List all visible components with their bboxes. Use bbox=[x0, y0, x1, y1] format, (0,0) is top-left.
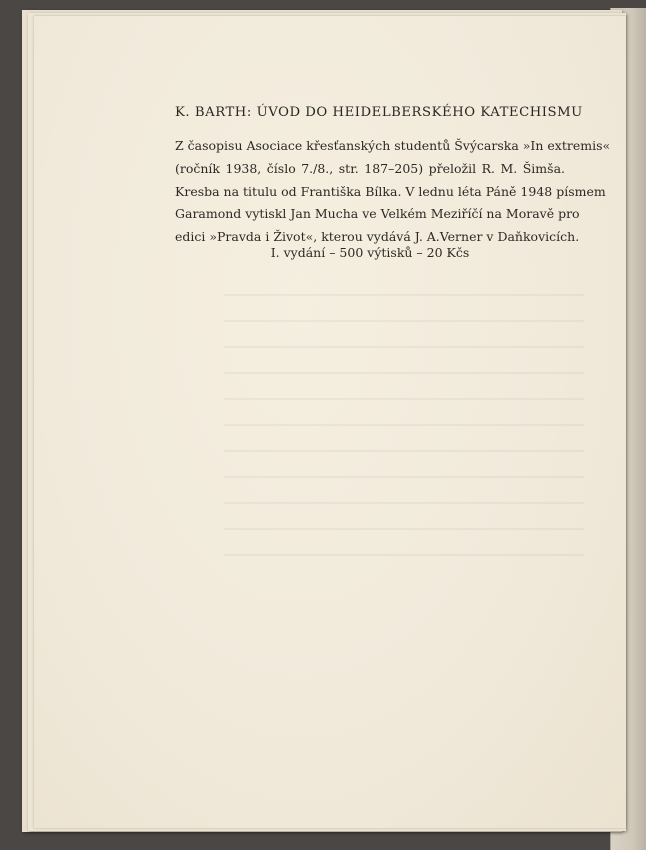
colophon-line: edici »Pravda i Život«, kterou vydává J. A.Verner v Daňkovicích. bbox=[175, 229, 580, 244]
colophon-line: Kresba na titulu od Františka Bílka. V lednu léta Páně 1948 písmem bbox=[175, 184, 606, 199]
show-through-text bbox=[224, 278, 584, 568]
book-title: K. BARTH: ÚVOD DO HEIDELBERSKÉHO KATECHISMU bbox=[175, 105, 583, 120]
colophon-line: (ročník 1938, číslo 7./8., str. 187–205) přeložil R. M. Šimša. bbox=[175, 161, 565, 176]
edition-info: I. vydání – 500 výtisků – 20 Kčs bbox=[270, 245, 470, 260]
colophon-line: Z časopisu Asociace křesťanských studentů Švýcarska »In extremis« bbox=[175, 138, 611, 153]
colophon-line: Garamond vytiskl Jan Mucha ve Velkém Meziříčí na Moravě pro bbox=[175, 206, 580, 221]
